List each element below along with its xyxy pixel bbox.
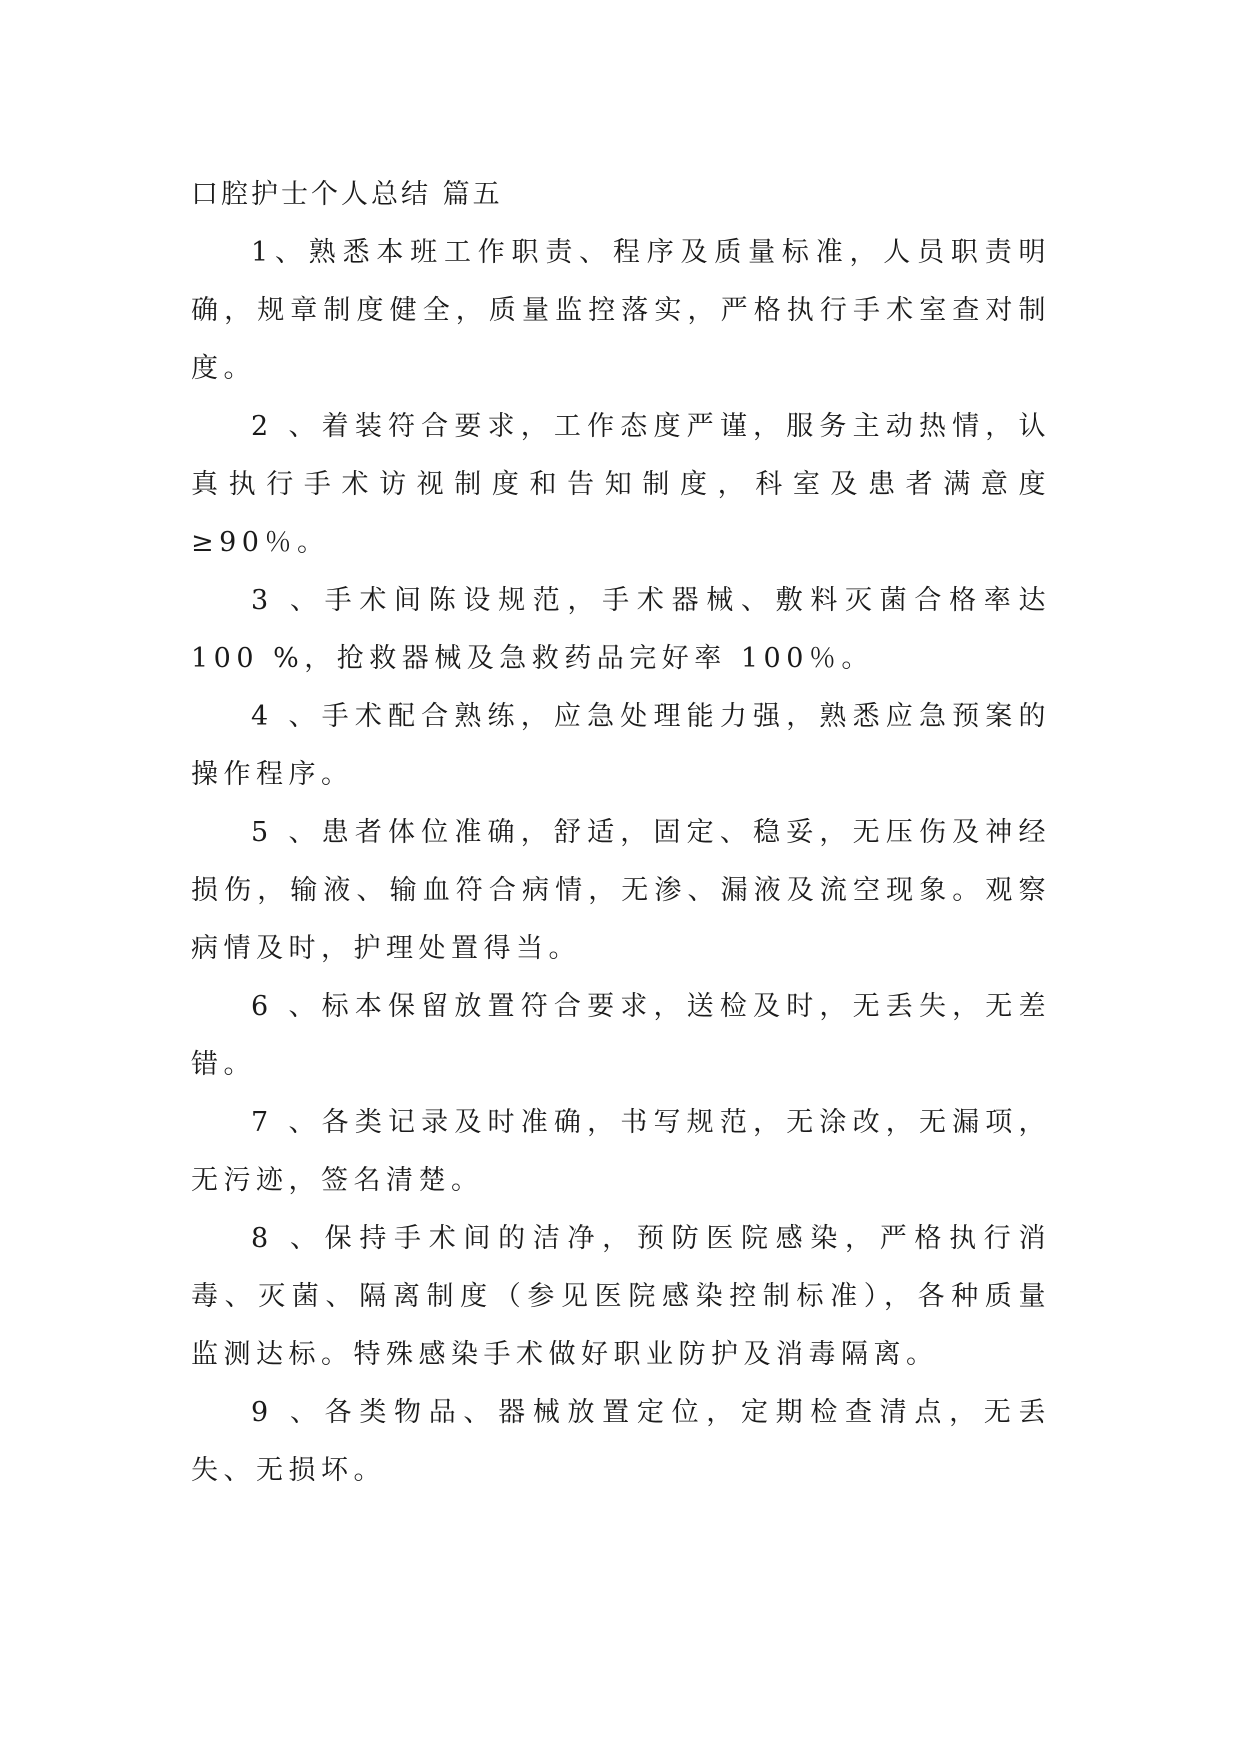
paragraph-9: 9 、各类物品、器械放置定位，定期检查清点，无丢失、无损坏。: [191, 1397, 1051, 1486]
paragraph-4: 4 、手术配合熟练，应急处理能力强，熟悉应急预案的操作程序。: [191, 701, 1051, 790]
document-body: [191, 166, 1051, 1500]
paragraph-1: 1、熟悉本班工作职责、程序及质量标准，人员职责明确，规章制度健全，质量监控落实，严格执行手术室查对制度。: [191, 237, 1051, 384]
paragraph-3: 3 、手术间陈设规范，手术器械、敷料灭菌合格率达100 %，抢救器械及急救药品完好率 100％。: [191, 585, 1051, 674]
document-title: 口腔护士个人总结 篇五: [191, 179, 503, 210]
paragraph-7: 7 、各类记录及时准确，书写规范，无涂改，无漏项，无污迹，签名清楚。: [191, 1107, 1051, 1196]
paragraph-8: 8 、保持手术间的洁净，预防医院感染，严格执行消毒、灭菌、隔离制度（参见医院感染控制标准），各种质量监测达标。特殊感染手术做好职业防护及消毒隔离。: [191, 1223, 1051, 1370]
paragraph-6: 6 、标本保留放置符合要求，送检及时，无丢失，无差错。: [191, 991, 1051, 1080]
paragraph-2: 2 、着装符合要求，工作态度严谨，服务主动热情，认真执行手术访视制度和告知制度，科室及患者满意度≥90％。: [191, 411, 1051, 558]
paragraph-5: 5 、患者体位准确，舒适，固定、稳妥，无压伤及神经损伤，输液、输血符合病情，无渗、漏液及流空现象。观察病情及时，护理处置得当。: [191, 817, 1051, 964]
